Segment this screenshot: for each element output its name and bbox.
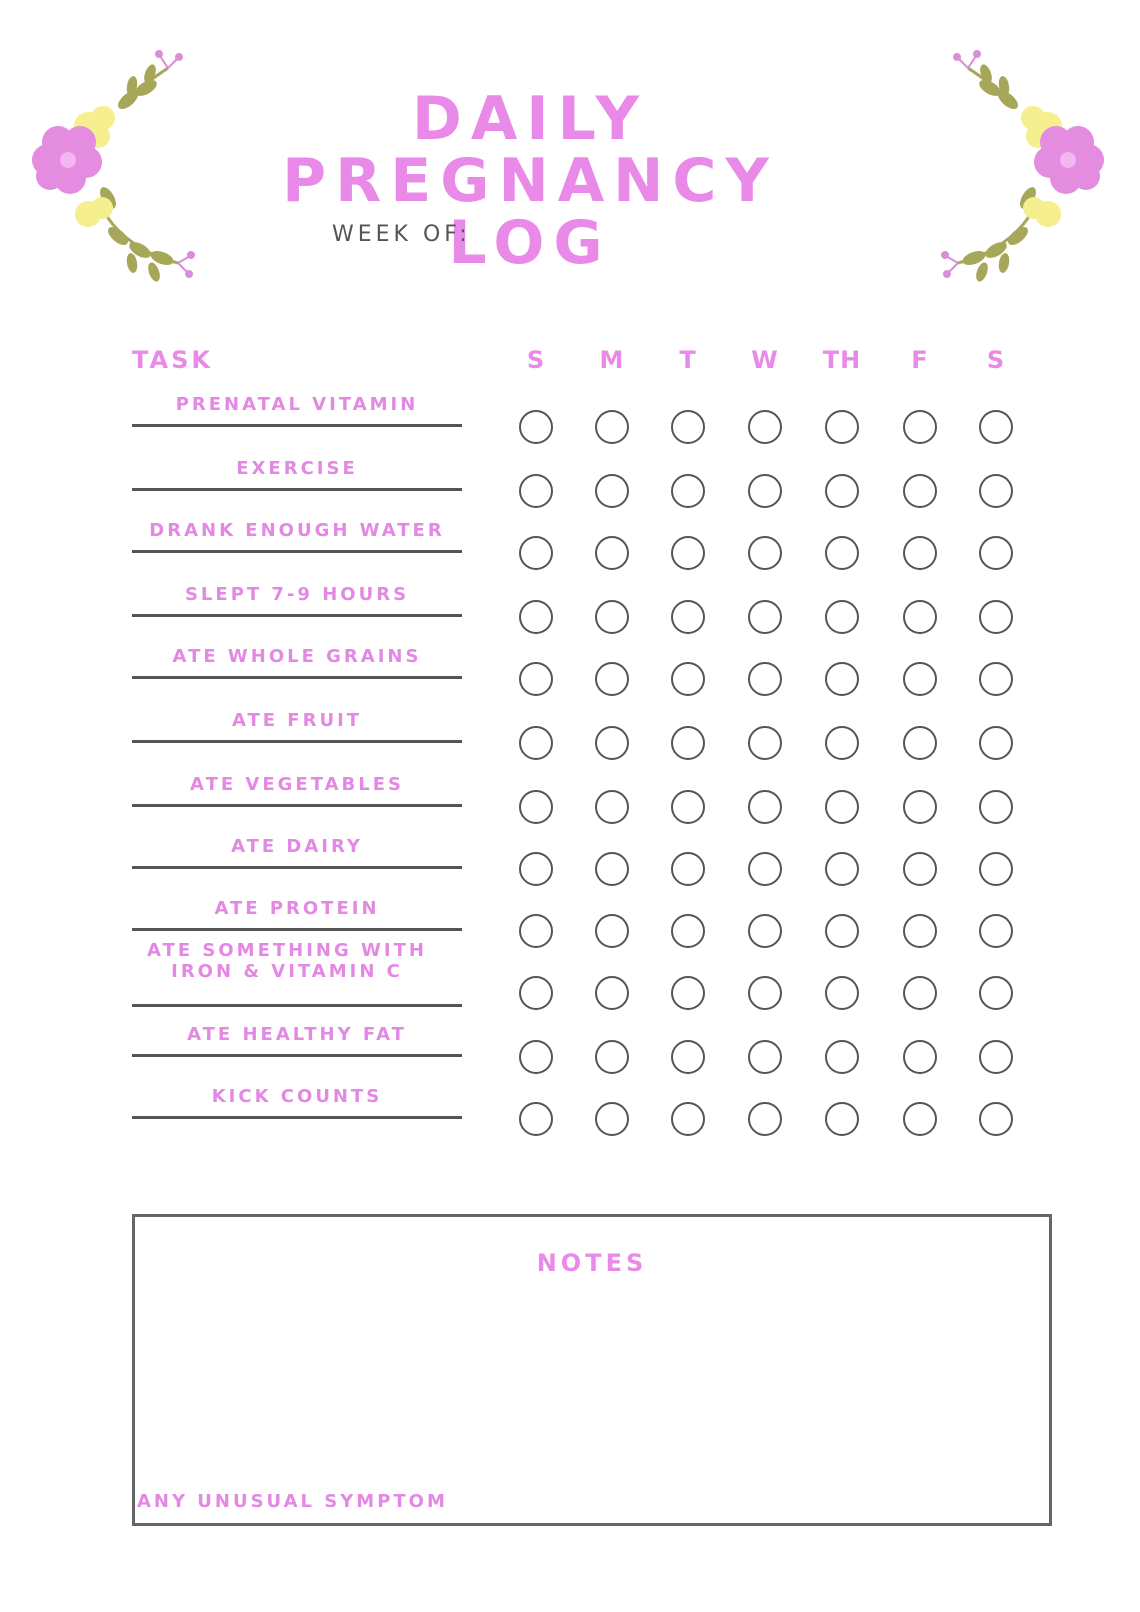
notes-box[interactable] [132, 1214, 1052, 1526]
checkbox-circle[interactable] [748, 410, 782, 444]
task-underline [132, 804, 462, 807]
checkbox-circle[interactable] [671, 790, 705, 824]
checkbox-circle[interactable] [671, 976, 705, 1010]
page-title [160, 84, 900, 278]
checkbox-circle[interactable] [595, 536, 629, 570]
day-header: S [986, 346, 1006, 374]
checkbox-circle[interactable] [903, 536, 937, 570]
checkbox-circle[interactable] [595, 1040, 629, 1074]
checkbox-circle[interactable] [748, 1102, 782, 1136]
checkbox-circle[interactable] [825, 790, 859, 824]
checkbox-circle[interactable] [671, 662, 705, 696]
checkbox-circle[interactable] [903, 976, 937, 1010]
checkbox-circle[interactable] [595, 1102, 629, 1136]
checkbox-circle[interactable] [519, 852, 553, 886]
checkbox-circle[interactable] [519, 474, 553, 508]
task-label: ATE HEALTHY FAT [187, 1024, 407, 1045]
task-underline [132, 928, 462, 931]
day-header: F [911, 346, 929, 374]
checkbox-circle[interactable] [671, 474, 705, 508]
task-label: EXERCISE [236, 458, 358, 479]
task-underline [132, 1004, 462, 1007]
checkbox-circle[interactable] [519, 410, 553, 444]
checkbox-circle[interactable] [825, 1040, 859, 1074]
checkbox-circle[interactable] [748, 914, 782, 948]
checkbox-circle[interactable] [748, 536, 782, 570]
checkbox-circle[interactable] [748, 852, 782, 886]
checkbox-circle[interactable] [595, 662, 629, 696]
checkbox-circle[interactable] [748, 976, 782, 1010]
checkbox-circle[interactable] [671, 726, 705, 760]
day-header: W [751, 346, 779, 374]
task-underline [132, 740, 462, 743]
checkbox-circle[interactable] [748, 600, 782, 634]
checkbox-circle[interactable] [825, 474, 859, 508]
task-underline [132, 488, 462, 491]
checkbox-circle[interactable] [979, 790, 1013, 824]
checkbox-circle[interactable] [519, 1040, 553, 1074]
checkbox-circle[interactable] [979, 536, 1013, 570]
checkbox-circle[interactable] [519, 1102, 553, 1136]
checkbox-circle[interactable] [519, 662, 553, 696]
day-header: T [679, 346, 697, 374]
checkbox-circle[interactable] [979, 1102, 1013, 1136]
checkbox-circle[interactable] [979, 852, 1013, 886]
checkbox-circle[interactable] [671, 852, 705, 886]
checkbox-circle[interactable] [748, 474, 782, 508]
checkbox-circle[interactable] [825, 662, 859, 696]
checkbox-circle[interactable] [979, 662, 1013, 696]
checkbox-circle[interactable] [519, 976, 553, 1010]
task-underline [132, 866, 462, 869]
task-column-header: TASK [132, 346, 213, 374]
checkbox-circle[interactable] [519, 790, 553, 824]
day-header: M [599, 346, 625, 374]
checkbox-circle[interactable] [903, 1040, 937, 1074]
day-header: TH [822, 346, 862, 374]
task-label: ATE VEGETABLES [190, 774, 404, 795]
checkbox-circle[interactable] [979, 914, 1013, 948]
checkbox-circle[interactable] [903, 600, 937, 634]
checkbox-circle[interactable] [671, 536, 705, 570]
checkbox-circle[interactable] [825, 726, 859, 760]
checkbox-circle[interactable] [903, 852, 937, 886]
checkbox-circle[interactable] [903, 662, 937, 696]
checkbox-circle[interactable] [519, 726, 553, 760]
checkbox-circle[interactable] [903, 410, 937, 444]
task-underline [132, 424, 462, 427]
task-label: KICK COUNTS [211, 1086, 383, 1107]
checkbox-circle[interactable] [519, 600, 553, 634]
checkbox-circle[interactable] [979, 726, 1013, 760]
checkbox-circle[interactable] [595, 790, 629, 824]
checkbox-circle[interactable] [979, 976, 1013, 1010]
checkbox-circle[interactable] [825, 1102, 859, 1136]
checkbox-circle[interactable] [519, 914, 553, 948]
task-label: SLEPT 7-9 HOURS [184, 584, 410, 605]
checkbox-circle[interactable] [903, 1102, 937, 1136]
checkbox-circle[interactable] [595, 474, 629, 508]
task-label: DRANK ENOUGH WATER [149, 520, 445, 541]
checkbox-circle[interactable] [671, 410, 705, 444]
checkbox-circle[interactable] [748, 662, 782, 696]
week-of-label: WEEK OF: [332, 222, 471, 247]
checkbox-circle[interactable] [748, 790, 782, 824]
checkbox-circle[interactable] [595, 600, 629, 634]
checkbox-circle[interactable] [595, 914, 629, 948]
checkbox-circle[interactable] [903, 474, 937, 508]
checkbox-circle[interactable] [979, 600, 1013, 634]
task-underline [132, 1054, 462, 1057]
task-underline [132, 614, 462, 617]
checkbox-circle[interactable] [595, 410, 629, 444]
task-label: ATE WHOLE GRAINS [172, 646, 422, 667]
task-underline [132, 1116, 462, 1119]
checkbox-circle[interactable] [825, 410, 859, 444]
checkbox-circle[interactable] [979, 1040, 1013, 1074]
checkbox-circle[interactable] [595, 976, 629, 1010]
checkbox-circle[interactable] [979, 474, 1013, 508]
title-line-1: DAILY PREGNANCY [282, 84, 778, 216]
checkbox-circle[interactable] [595, 726, 629, 760]
checkbox-circle[interactable] [825, 914, 859, 948]
checkbox-circle[interactable] [519, 536, 553, 570]
checkbox-circle[interactable] [595, 852, 629, 886]
task-label: ATE PROTEIN [214, 898, 380, 919]
unusual-symptom-label: ANY UNUSUAL SYMPTOM [137, 1491, 448, 1512]
checkbox-circle[interactable] [671, 1040, 705, 1074]
checkbox-circle[interactable] [671, 914, 705, 948]
checkbox-circle[interactable] [903, 790, 937, 824]
notes-title: NOTES [536, 1249, 648, 1277]
checkbox-circle[interactable] [825, 536, 859, 570]
checkbox-circle[interactable] [748, 726, 782, 760]
checkbox-circle[interactable] [825, 600, 859, 634]
checkbox-circle[interactable] [903, 726, 937, 760]
title-line-2: LOG [448, 208, 612, 278]
checkbox-circle[interactable] [671, 600, 705, 634]
task-label: PRENATAL VITAMIN [175, 394, 419, 415]
checkbox-circle[interactable] [671, 1102, 705, 1136]
task-underline [132, 676, 462, 679]
task-label: ATE DAIRY [231, 836, 363, 857]
day-header: S [526, 346, 546, 374]
task-underline [132, 550, 462, 553]
checkbox-circle[interactable] [903, 914, 937, 948]
checkbox-circle[interactable] [979, 410, 1013, 444]
checkbox-circle[interactable] [825, 976, 859, 1010]
floral-right-icon [918, 48, 1108, 288]
task-label: ATE SOMETHING WITH IRON & VITAMIN C [147, 940, 427, 982]
checkbox-circle[interactable] [825, 852, 859, 886]
task-label: ATE FRUIT [231, 710, 363, 731]
checkbox-circle[interactable] [748, 1040, 782, 1074]
